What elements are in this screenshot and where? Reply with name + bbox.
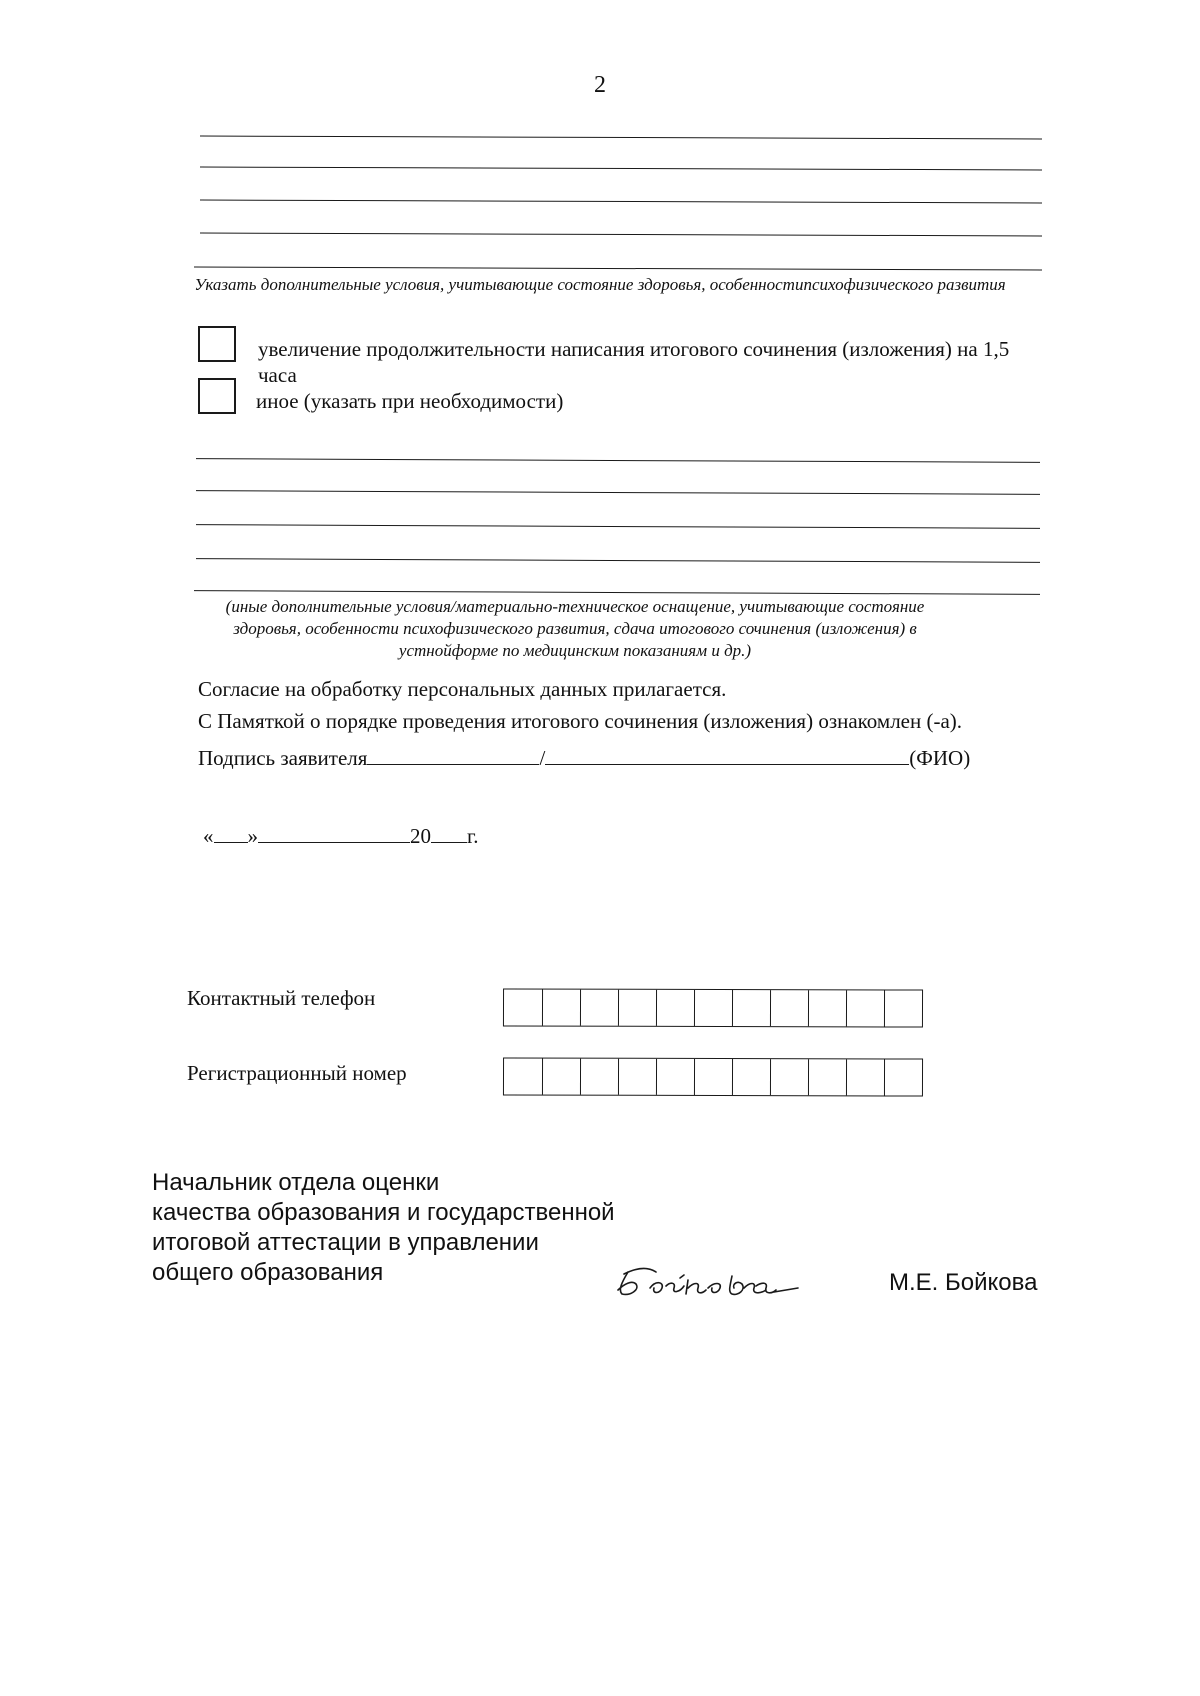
position-line: качества образования и государственной (152, 1199, 615, 1226)
year-suffix: г. (467, 824, 479, 848)
date-row (203, 822, 479, 849)
month-field[interactable] (258, 822, 410, 843)
handwritten-signature (610, 1260, 810, 1308)
phone-digit-cell[interactable] (732, 990, 770, 1026)
phone-digit-cell[interactable] (770, 990, 808, 1026)
writing-line[interactable] (200, 233, 1042, 237)
writing-line[interactable] (200, 167, 1042, 171)
fio-field[interactable] (545, 744, 909, 765)
consent-text: Согласие на обработку персональных данных прилагается. (198, 677, 727, 701)
signer-name: М.Е. Бойкова (889, 1269, 1038, 1296)
date-close-quote: » (247, 824, 258, 848)
fio-label: (ФИО) (909, 746, 971, 770)
writing-line[interactable] (196, 490, 1040, 495)
registration-digit-cell[interactable] (542, 1059, 580, 1095)
contact-phone-label: Контактный телефон (187, 986, 376, 1010)
writing-line[interactable] (196, 524, 1040, 529)
extra-time-checkbox[interactable] (198, 326, 236, 362)
other-conditions-caption: (иные дополнительные условия/материально-техническое оснащение, учитывающие состояние здоровья, особенности психофизического развития, сдача итогового сочинения (изложения) в устнойформе по медицинским показаниям и др.) (225, 597, 925, 660)
position-line: итоговой аттестации в управлении (152, 1229, 539, 1256)
year-field[interactable] (431, 822, 467, 843)
registration-digit-cell[interactable] (504, 1058, 542, 1094)
registration-number-cells[interactable] (503, 1057, 923, 1096)
day-field[interactable] (214, 822, 248, 843)
signature-label: Подпись заявителя (198, 746, 368, 770)
writing-line[interactable] (196, 558, 1040, 563)
phone-digit-cell[interactable] (846, 990, 884, 1026)
writing-line[interactable] (200, 200, 1042, 204)
phone-digit-cell[interactable] (618, 990, 656, 1026)
position-line: Начальник отдела оценки (152, 1169, 440, 1196)
page-number: 2 (594, 72, 606, 98)
writing-line[interactable] (200, 136, 1042, 140)
signature-field[interactable] (367, 744, 539, 765)
year-prefix: 20 (410, 824, 431, 848)
phone-digit-cell[interactable] (808, 990, 846, 1026)
signature-row (198, 744, 970, 771)
registration-number-label: Регистрационный номер (187, 1061, 407, 1085)
registration-digit-cell[interactable] (618, 1059, 656, 1095)
official-position (152, 1168, 615, 1288)
phone-digit-cell[interactable] (694, 990, 732, 1026)
registration-digit-cell[interactable] (656, 1059, 694, 1095)
phone-digit-cell[interactable] (542, 990, 580, 1026)
registration-digit-cell[interactable] (808, 1059, 846, 1095)
health-conditions-caption: Указать дополнительные условия, учитывающие состояние здоровья, особенностипсихофизического развития (194, 275, 1006, 294)
position-line: общего образования (152, 1259, 384, 1286)
date-open-quote: « (203, 824, 214, 848)
registration-digit-cell[interactable] (770, 1059, 808, 1095)
phone-digit-cell[interactable] (504, 989, 542, 1025)
contact-phone-cells[interactable] (503, 988, 923, 1027)
writing-line[interactable] (194, 267, 1042, 271)
writing-line[interactable] (194, 590, 1040, 595)
registration-digit-cell[interactable] (846, 1059, 884, 1095)
registration-digit-cell[interactable] (732, 1059, 770, 1095)
phone-digit-cell[interactable] (580, 990, 618, 1026)
registration-digit-cell[interactable] (884, 1059, 922, 1095)
signature-separator: / (539, 746, 546, 770)
other-option-checkbox[interactable] (198, 378, 236, 414)
phone-digit-cell[interactable] (884, 990, 922, 1026)
phone-digit-cell[interactable] (656, 990, 694, 1026)
extra-time-option-label: увеличение продолжительности написания итогового сочинения (изложения) на 1,5 часа (258, 337, 1010, 387)
writing-line[interactable] (196, 458, 1040, 463)
registration-digit-cell[interactable] (580, 1059, 618, 1095)
registration-digit-cell[interactable] (694, 1059, 732, 1095)
memo-text: С Памяткой о порядке проведения итогового сочинения (изложения) ознакомлен (-а). (198, 709, 963, 733)
other-option-label: иное (указать при необходимости) (256, 389, 564, 413)
